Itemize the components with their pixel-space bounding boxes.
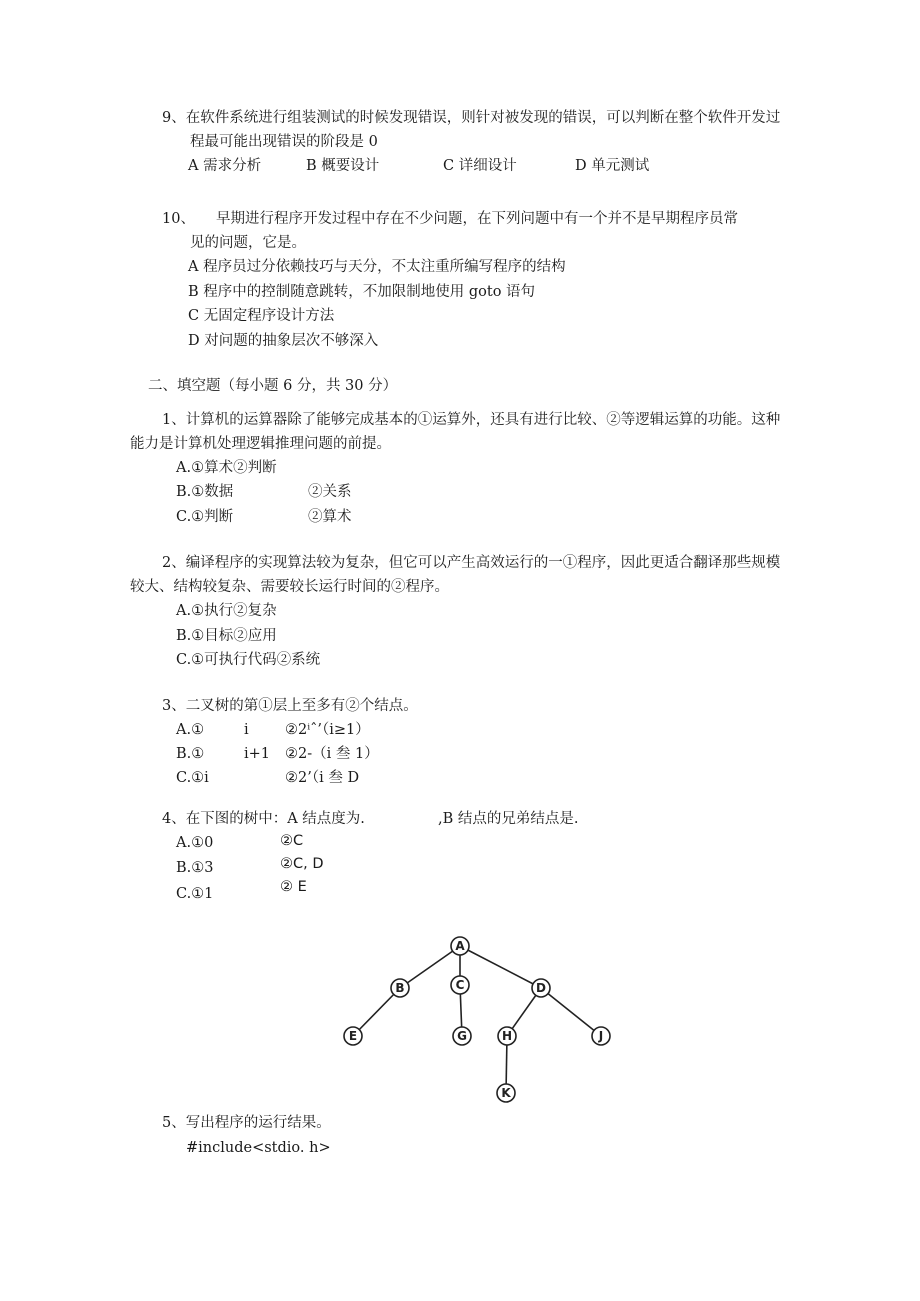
f4-option-c-part2: ② E bbox=[280, 879, 307, 895]
f1-option-a: A.①算术②判断 bbox=[176, 460, 277, 476]
q9-stem-line2: 程最可能出现错误的阶段是 0 bbox=[190, 134, 378, 150]
edge-a-d bbox=[460, 946, 541, 988]
tree-node-k-label: K bbox=[501, 1086, 511, 1100]
f3-option-b-part2: i+1 bbox=[244, 746, 271, 762]
f1-stem-line1: 1、计算机的运算器除了能够完成基本的①运算外，还具有进行比较、②等逻辑运算的功能。这种 bbox=[162, 412, 781, 428]
f2-option-c: C.①可执行代码②系统 bbox=[176, 652, 321, 668]
f3-option-b-part1: B.① bbox=[176, 746, 205, 762]
f4-stem-part2: ,B 结点的兄弟结点是. bbox=[438, 811, 579, 827]
f1-stem-line2: 能力是计算机处理逻辑推理问题的前提。 bbox=[130, 436, 391, 452]
tree-node-e-label: E bbox=[348, 1029, 358, 1043]
tree-node-d bbox=[532, 979, 550, 997]
tree-node-b-label: B bbox=[395, 981, 405, 995]
q10-option-d: D 对问题的抽象层次不够深入 bbox=[188, 333, 379, 349]
tree-node-a-label: A bbox=[455, 939, 465, 953]
tree-node-k bbox=[497, 1084, 515, 1102]
f1-option-c-part2: ②算术 bbox=[308, 509, 352, 525]
f2-stem-line1: 2、编译程序的实现算法较为复杂，但它可以产生高效运行的一①程序，因此更适合翻译那些规模 bbox=[162, 555, 781, 571]
f2-option-b: B.①目标②应用 bbox=[176, 628, 277, 644]
f4-option-a-part2: ②C bbox=[280, 833, 304, 849]
edge-b-e bbox=[353, 988, 400, 1036]
f3-option-a-part2: i bbox=[244, 722, 249, 738]
tree-node-g-label: G bbox=[457, 1029, 467, 1043]
q10-option-a: A 程序员过分依赖技巧与天分，不太注重所编写程序的结构 bbox=[188, 259, 566, 275]
tree-node-g bbox=[453, 1027, 471, 1045]
f5-code-line1: #include<stdio. h> bbox=[186, 1140, 331, 1156]
q10-stem-line2: 见的问题，它是。 bbox=[190, 235, 306, 251]
tree-node-h bbox=[498, 1027, 516, 1045]
tree-diagram bbox=[330, 928, 630, 1108]
tree-node-e bbox=[344, 1027, 362, 1045]
f4-option-c-part1: C.①1 bbox=[176, 886, 214, 902]
f4-option-a-part1: A.①0 bbox=[176, 835, 214, 851]
tree-node-h-label: H bbox=[501, 1029, 513, 1043]
f2-option-a: A.①执行②复杂 bbox=[176, 603, 277, 619]
q10-number: 10、 bbox=[162, 211, 195, 227]
f4-option-b-part1: B.①3 bbox=[176, 860, 214, 876]
f1-option-b-part1: B.①数据 bbox=[176, 484, 234, 500]
section-heading-fill-blank: 二、填空题（每小题 6 分，共 30 分） bbox=[148, 378, 398, 394]
tree-node-b bbox=[391, 979, 409, 997]
edge-d-j bbox=[541, 988, 601, 1036]
q9-option-d: D 单元测试 bbox=[575, 158, 650, 174]
q10-option-c: C 无固定程序设计方法 bbox=[188, 308, 335, 324]
q9-option-a: A 需求分析 bbox=[188, 158, 262, 174]
q9-stem-line1: 9、在软件系统进行组装测试的时候发现错误，则针对被发现的错误，可以判断在整个软件开发过 bbox=[162, 110, 781, 126]
f2-stem-line2: 较大、结构较复杂、需要较长运行时间的②程序。 bbox=[130, 579, 449, 595]
f4-stem-part1: 4、在下图的树中：A 结点度为. bbox=[162, 811, 365, 827]
f3-option-a-part1: A.① bbox=[176, 722, 205, 738]
tree-node-d-label: D bbox=[536, 981, 546, 995]
tree-edges bbox=[353, 946, 604, 1093]
f1-option-c-part1: C.①判断 bbox=[176, 509, 234, 525]
f3-stem: 3、二叉树的第①层上至多有②个结点。 bbox=[162, 698, 418, 714]
tree-node-j bbox=[592, 1027, 610, 1045]
tree-node-a bbox=[451, 937, 469, 955]
tree-node-c-label: C bbox=[455, 978, 465, 992]
f4-option-b-part2: ②C, D bbox=[280, 856, 324, 872]
f1-option-b-part2: ②关系 bbox=[308, 484, 352, 500]
q10-option-b: B 程序中的控制随意跳转，不加限制地使用 goto 语句 bbox=[188, 284, 536, 300]
f5-stem: 5、写出程序的运行结果。 bbox=[162, 1115, 331, 1131]
q9-option-c: C 详细设计 bbox=[443, 158, 517, 174]
q9-option-b: B 概要设计 bbox=[306, 158, 380, 174]
tree-node-j-label: J bbox=[598, 1029, 604, 1043]
q10-stem-line1: 早期进行程序开发过程中存在不少问题，在下列问题中有一个并不是早期程序员常 bbox=[216, 211, 738, 227]
f3-option-a-part3: ②2ⁱˆ’（i≥1） bbox=[285, 722, 370, 738]
f3-option-b-part3: ②2-（i 叁 1） bbox=[285, 746, 379, 762]
f3-option-c-part1: C.①i bbox=[176, 770, 209, 786]
f3-option-c-part3: ②2’（i 叁 D bbox=[285, 770, 360, 786]
tree-node-c bbox=[451, 976, 469, 994]
